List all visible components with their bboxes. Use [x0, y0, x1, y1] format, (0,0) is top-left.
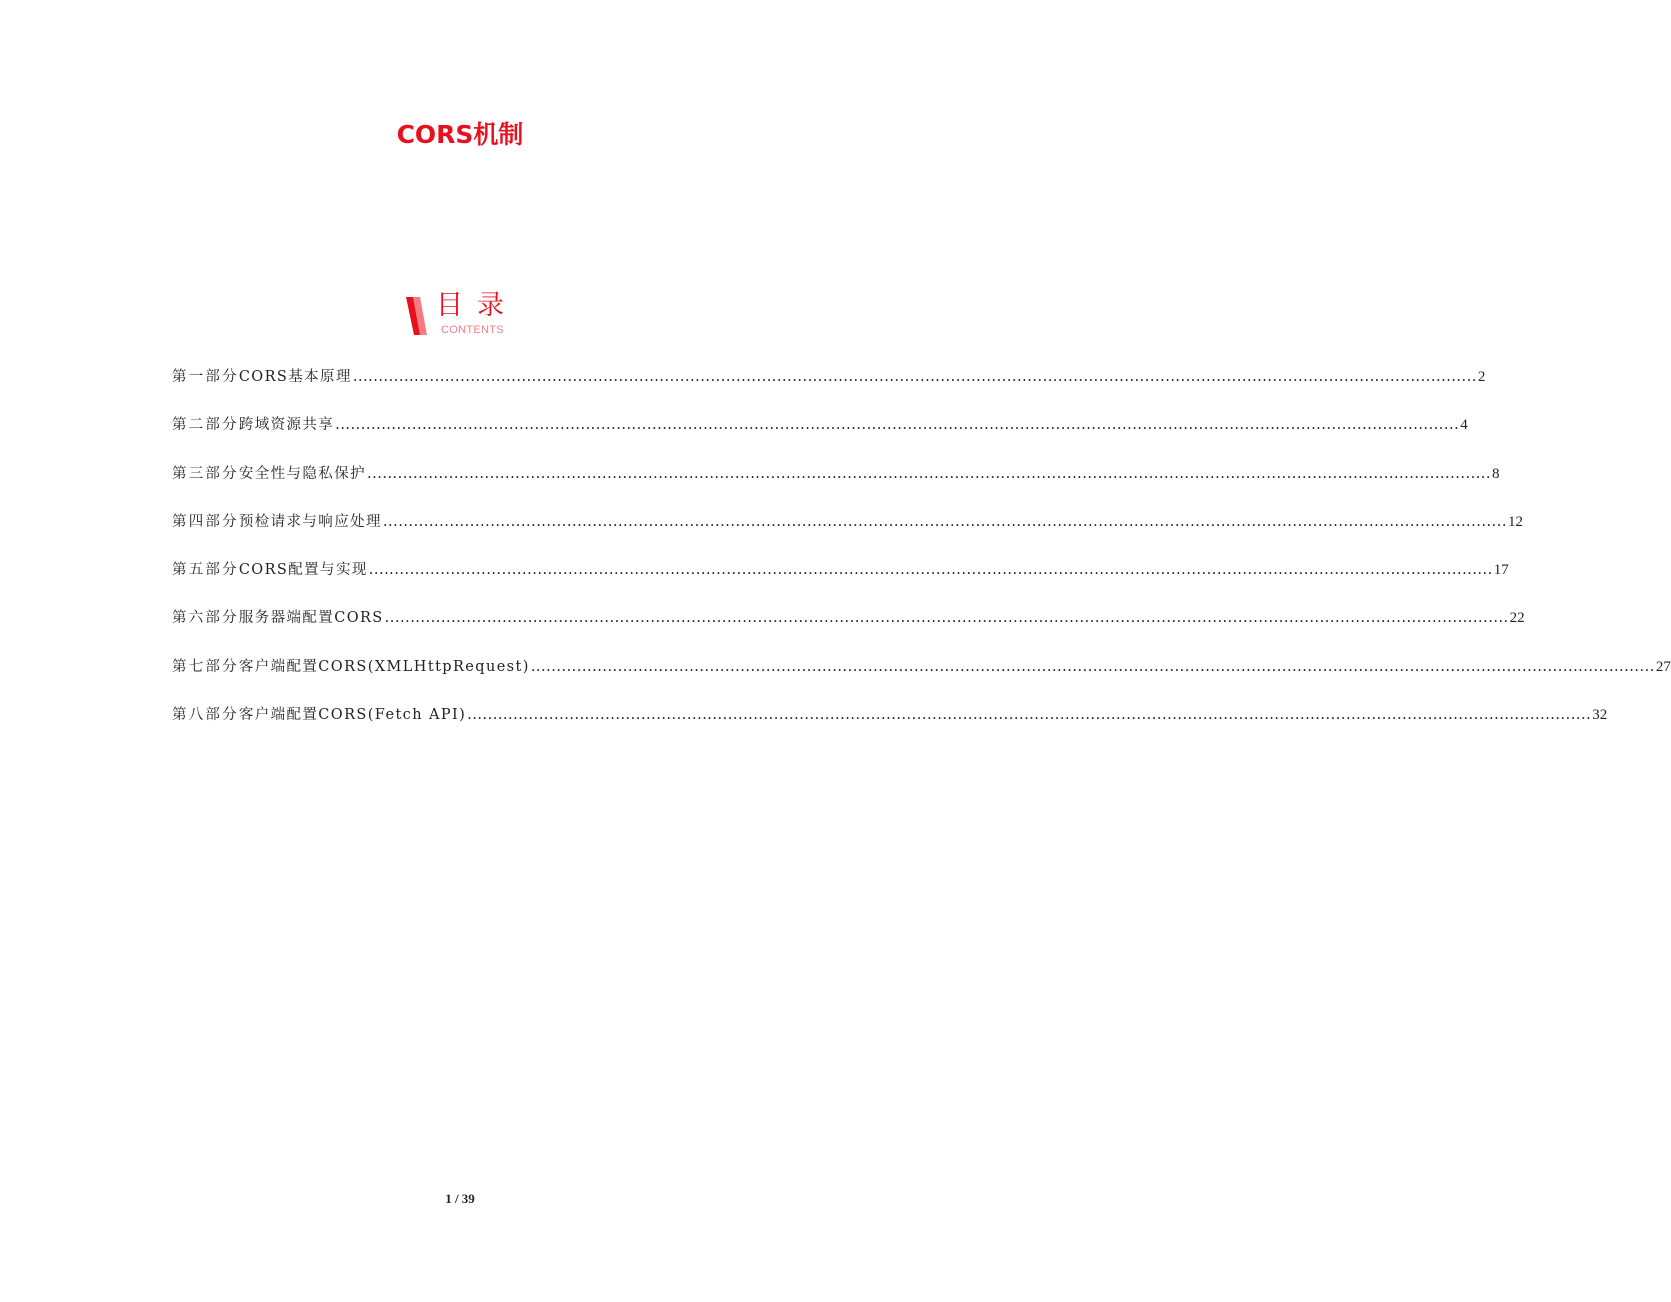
- toc-entry-title: CORS基本原理: [238, 369, 352, 385]
- toc-entry-title: CORS配置与实现: [238, 562, 368, 579]
- toc-leader-dots: ............................................................................................................................................................................................................................: [367, 465, 1492, 482]
- toc-entry-page: 32: [1592, 707, 1608, 724]
- toc-entry-part: 第二部分: [172, 417, 239, 434]
- toc-entry-title: 客户端配置CORS(XMLHttpRequest): [238, 658, 530, 675]
- toc-entry[interactable]: [172, 511, 1523, 559]
- toc-entry-page: 17: [1493, 562, 1509, 579]
- toc-entry-part: 第八部分: [172, 707, 239, 724]
- toc-entry-page: 27: [1655, 658, 1671, 675]
- toc-leader-dots: ............................................................................................................................................................................................................................: [352, 369, 1477, 385]
- toc-title: 目录: [436, 290, 518, 321]
- toc-entry-title: 安全性与隐私保护: [238, 465, 367, 482]
- table-of-contents: [172, 366, 1671, 752]
- toc-entry-title: 跨域资源共享: [238, 417, 335, 434]
- toc-leader-dots: ............................................................................................................................................................................................................................: [382, 513, 1507, 530]
- toc-heading: [405, 290, 525, 339]
- toc-leader-dots: ............................................................................................................................................................................................................................: [368, 562, 1493, 579]
- toc-leader-dots: ............................................................................................................................................................................................................................: [335, 417, 1460, 434]
- toc-entry[interactable]: [172, 656, 1671, 704]
- toc-subtitle: CONTENTS: [441, 324, 504, 336]
- toc-entry-page: 2: [1477, 369, 1486, 385]
- toc-entry-page: 22: [1509, 610, 1525, 627]
- toc-entry-title: 客户端配置CORS(Fetch API): [238, 707, 467, 724]
- toc-entry[interactable]: [172, 463, 1500, 511]
- toc-entry-page: 12: [1507, 513, 1523, 530]
- toc-entry-title: 服务器端配置CORS: [238, 610, 384, 627]
- toc-bookmark-icon: [405, 297, 431, 335]
- toc-entry-part: 第六部分: [172, 610, 239, 627]
- toc-entry[interactable]: [172, 559, 1509, 607]
- document-title: CORS机制: [396, 120, 524, 149]
- toc-entry[interactable]: [172, 704, 1608, 752]
- toc-entry-page: 8: [1492, 465, 1500, 482]
- toc-entry[interactable]: [172, 366, 1486, 414]
- toc-leader-dots: ............................................................................................................................................................................................................................: [530, 658, 1655, 675]
- toc-entry[interactable]: [172, 414, 1468, 462]
- toc-entry-page: 4: [1460, 417, 1468, 434]
- toc-entry-part: 第三部分: [172, 465, 239, 482]
- toc-entry-part: 第七部分: [172, 658, 239, 675]
- toc-leader-dots: ............................................................................................................................................................................................................................: [467, 707, 1592, 724]
- toc-entry-part: 第四部分: [172, 513, 239, 530]
- toc-entry-part: 第一部分: [172, 369, 239, 385]
- toc-entry[interactable]: [172, 607, 1525, 655]
- toc-entry-part: 第五部分: [172, 562, 239, 579]
- toc-leader-dots: ............................................................................................................................................................................................................................: [384, 610, 1509, 627]
- page-number: 1 / 39: [445, 1191, 475, 1206]
- toc-entry-title: 预检请求与响应处理: [238, 513, 382, 530]
